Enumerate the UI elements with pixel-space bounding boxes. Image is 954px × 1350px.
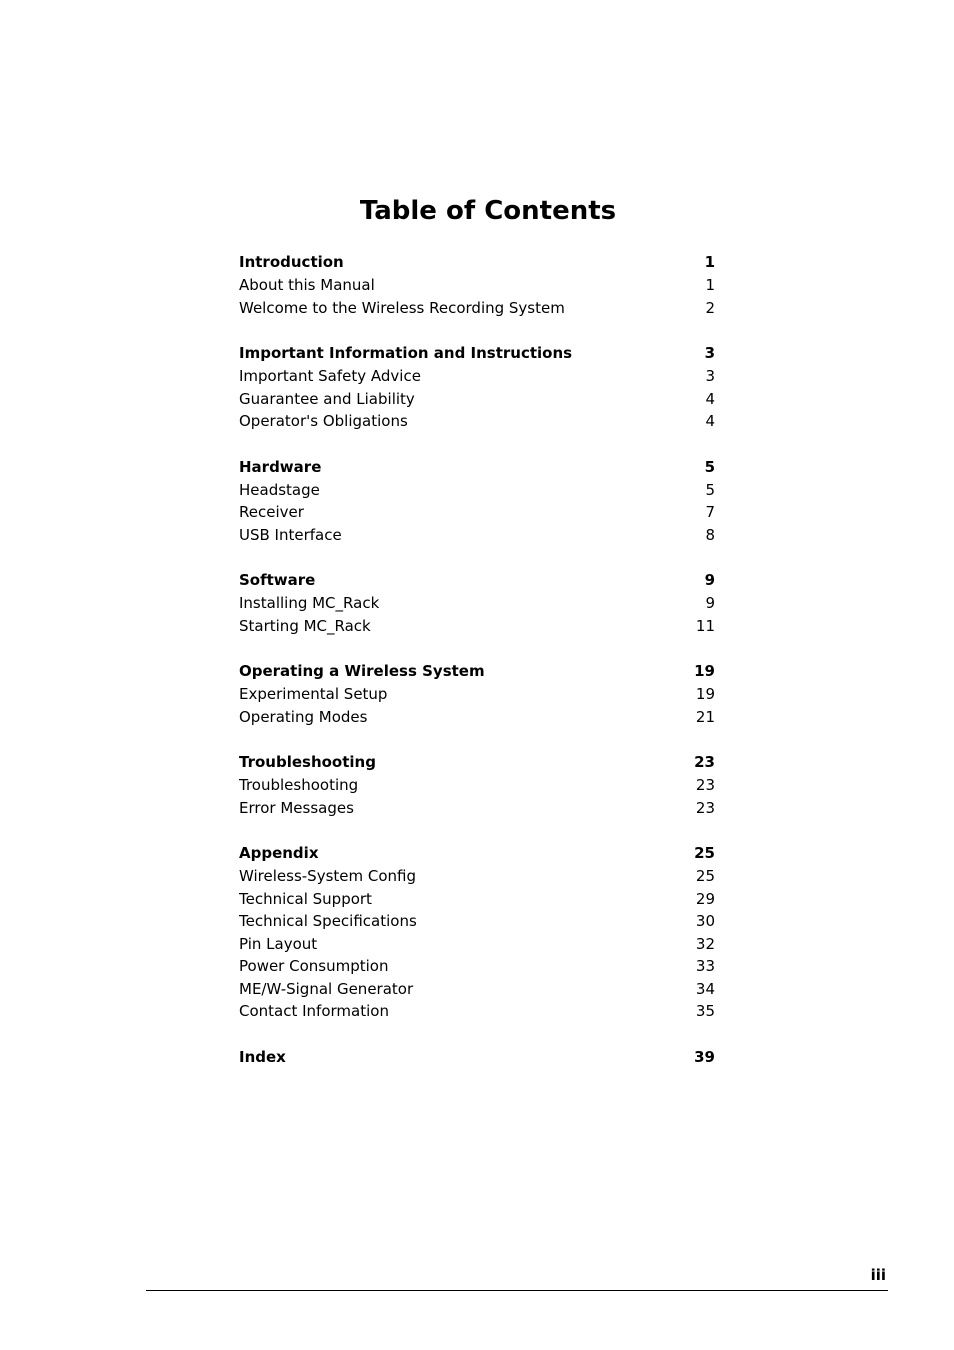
toc-entry[interactable] (239, 274, 715, 297)
toc-entry-label: About this Manual (239, 276, 375, 294)
table-of-contents (239, 250, 715, 1091)
toc-entry[interactable] (239, 615, 715, 638)
toc-chapter-heading-page-number: 23 (694, 753, 715, 771)
toc-chapter-heading[interactable] (239, 750, 715, 774)
toc-entry-label: Technical Specifications (239, 912, 417, 930)
toc-entry[interactable] (239, 706, 715, 729)
toc-chapter-heading-page-number: 25 (694, 844, 715, 862)
toc-entry-page-number: 29 (695, 889, 715, 908)
toc-entry[interactable] (239, 410, 715, 433)
toc-chapter-heading-page-number: 9 (704, 571, 715, 589)
toc-entry-label: ME/W-Signal Generator (239, 979, 414, 998)
toc-chapter-heading-label: Important Information and Instructions (239, 344, 573, 362)
toc-entry-label: Error Messages (239, 798, 354, 817)
toc-section (239, 568, 715, 637)
toc-entry-label: Welcome to the Wireless Recording System (239, 298, 565, 317)
toc-entry-page-number: 19 (695, 685, 715, 703)
toc-entry-page-number: 1 (705, 276, 715, 294)
toc-entry-label: Installing MC_Rack (239, 594, 380, 612)
toc-entry-label: Important Safety Advice (239, 367, 421, 385)
toc-entry[interactable] (239, 501, 715, 524)
toc-section (239, 250, 715, 319)
toc-entry[interactable] (239, 910, 715, 933)
page-title: Table of Contents (359, 196, 617, 226)
toc-entry-page-number: 34 (695, 979, 715, 998)
toc-entry-page-number: 5 (705, 480, 715, 499)
toc-chapter-heading-label: Operating a Wireless System (239, 662, 485, 680)
toc-entry[interactable] (239, 888, 715, 911)
toc-entry[interactable] (239, 1000, 715, 1023)
toc-entry-page-number: 25 (695, 867, 715, 885)
toc-entry-page-number: 23 (695, 798, 715, 817)
toc-entry-page-number: 23 (695, 776, 715, 794)
toc-chapter-heading-label: Hardware (239, 457, 322, 476)
toc-chapter-heading-page-number: 1 (704, 253, 715, 271)
toc-entry-page-number: 33 (695, 957, 715, 975)
toc-entry[interactable] (239, 797, 715, 820)
toc-entry[interactable] (239, 955, 715, 978)
toc-entry-label: Receiver (239, 503, 304, 521)
toc-entry-label: Operator's Obligations (239, 412, 408, 430)
toc-chapter-heading-label: Introduction (239, 253, 344, 271)
toc-entry-page-number: 7 (705, 503, 715, 521)
toc-entry-page-number: 35 (695, 1002, 715, 1020)
toc-chapter-heading-page-number: 5 (704, 457, 715, 476)
toc-chapter-heading-label: Troubleshooting (239, 753, 376, 771)
toc-entry-label: Contact Information (239, 1002, 389, 1020)
toc-chapter-heading[interactable] (239, 341, 715, 365)
toc-section (239, 750, 715, 819)
toc-entry-label: Technical Support (239, 889, 372, 908)
toc-chapter-heading[interactable] (239, 568, 715, 592)
toc-entry-label: Headstage (239, 480, 320, 499)
toc-entry[interactable] (239, 774, 715, 797)
page-number: iii (870, 1266, 886, 1284)
toc-entry[interactable] (239, 479, 715, 502)
toc-entry-page-number: 30 (695, 912, 715, 930)
toc-section (239, 455, 715, 547)
toc-chapter-heading-page-number: 19 (694, 662, 715, 680)
toc-entry[interactable] (239, 683, 715, 706)
toc-entry-label: Troubleshooting (239, 776, 359, 794)
toc-entry-page-number: 21 (695, 707, 715, 726)
toc-section (239, 841, 715, 1023)
toc-chapter-heading[interactable] (239, 250, 715, 274)
toc-section (239, 659, 715, 728)
toc-entry-label: Experimental Setup (239, 685, 388, 703)
toc-entry[interactable] (239, 297, 715, 320)
toc-section (239, 341, 715, 433)
toc-entry-label: Wireless-System Config (239, 867, 417, 885)
toc-entry-page-number: 4 (705, 389, 715, 408)
footer-rule (146, 1290, 888, 1291)
toc-chapter-heading[interactable] (239, 455, 715, 479)
toc-entry-page-number: 9 (705, 594, 715, 612)
toc-entry[interactable] (239, 592, 715, 615)
toc-entry-label: Guarantee and Liability (239, 389, 415, 408)
toc-entry-page-number: 11 (695, 616, 715, 635)
toc-entry-page-number: 3 (705, 367, 715, 385)
toc-entry-label: Pin Layout (239, 934, 318, 953)
toc-section (239, 1045, 715, 1069)
toc-chapter-heading-label: Appendix (239, 844, 319, 862)
toc-entry-label: Power Consumption (239, 957, 389, 975)
toc-entry[interactable] (239, 388, 715, 411)
toc-entry-label: USB Interface (239, 525, 342, 544)
toc-entry-label: Operating Modes (239, 707, 368, 726)
toc-entry-label: Starting MC_Rack (239, 616, 371, 635)
toc-entry-page-number: 8 (705, 525, 715, 544)
toc-entry[interactable] (239, 865, 715, 888)
toc-entry[interactable] (239, 978, 715, 1001)
toc-chapter-heading-page-number: 3 (704, 344, 715, 362)
toc-chapter-heading-label: Software (239, 571, 316, 589)
toc-chapter-heading[interactable] (239, 841, 715, 865)
toc-entry[interactable] (239, 524, 715, 547)
toc-entry-page-number: 32 (695, 934, 715, 953)
toc-chapter-heading-label: Index (239, 1047, 286, 1066)
toc-chapter-heading[interactable] (239, 1045, 715, 1069)
toc-entry-page-number: 2 (705, 298, 715, 317)
toc-entry-page-number: 4 (705, 412, 715, 430)
toc-chapter-heading-page-number: 39 (694, 1047, 715, 1066)
toc-chapter-heading[interactable] (239, 659, 715, 683)
toc-entry[interactable] (239, 365, 715, 388)
toc-entry[interactable] (239, 933, 715, 956)
